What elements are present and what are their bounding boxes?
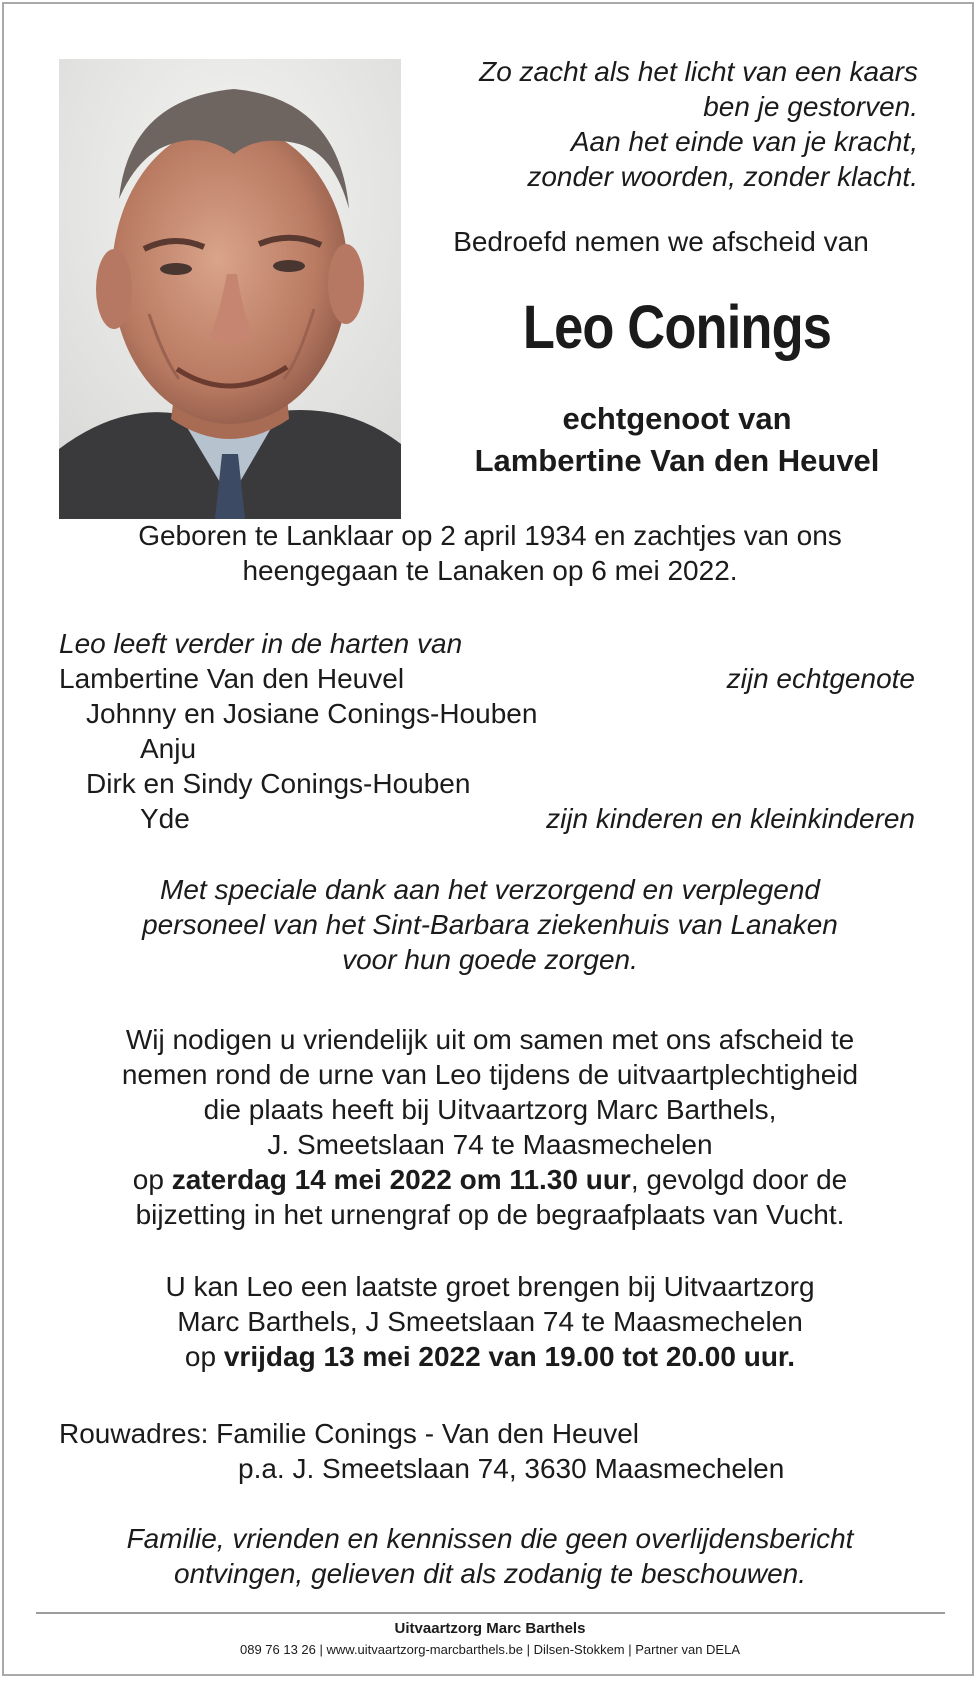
visitation-text [40, 1269, 940, 1374]
invitation-line: die plaats heeft bij Uitvaartzorg Marc Barthels, [203, 1094, 777, 1125]
invitation-line: bijzetting in het urnengraf op de begraafplaats van Vucht. [135, 1199, 845, 1230]
spouse-relation: echtgenoot van [562, 401, 792, 436]
footer-company: Uitvaartzorg Marc Barthels [394, 1620, 586, 1637]
thanks-line: personeel van het Sint-Barbara ziekenhuis van Lanaken [142, 909, 838, 940]
notice-line: Familie, vrienden en kennissen die geen overlijdensbericht [126, 1523, 854, 1554]
ceremony-date: zaterdag 14 mei 2022 om 11.30 uur [171, 1164, 631, 1195]
ceremony-date-prefix: op [132, 1164, 164, 1195]
intro-text: Bedroefd nemen we afscheid van [453, 226, 869, 257]
family-heading: Leo leeft verder in de harten van [59, 628, 463, 659]
birth-death-text [40, 518, 940, 588]
notice-text [40, 1521, 940, 1591]
poem-line: ben je gestorven. [703, 91, 918, 122]
family-member: Johnny en Josiane Conings-Houben [86, 698, 538, 729]
family-member: Anju [140, 733, 197, 764]
ceremony-date-suffix: , gevolgd door de [630, 1164, 848, 1195]
deceased-name: Leo Conings [522, 293, 832, 361]
family-row [59, 661, 915, 696]
family-row [59, 766, 915, 801]
spouse-name: Lambertine Van den Heuvel [474, 443, 880, 478]
poem-line: Aan het einde van je kracht, [570, 126, 918, 157]
poem-line: Zo zacht als het licht van een kaars [479, 56, 918, 87]
rouwadres-address: p.a. J. Smeetslaan 74, 3630 Maasmechelen [238, 1453, 785, 1484]
thanks-line: Met speciale dank aan het verzorgend en verplegend [160, 874, 820, 905]
rouwadres [59, 1416, 784, 1486]
family-row [59, 731, 915, 766]
thanks-text [40, 872, 940, 977]
family-member: Dirk en Sindy Conings-Houben [86, 768, 471, 799]
family-role: zijn kinderen en kleinkinderen [546, 803, 915, 834]
visitation-date: vrijdag 13 mei 2022 van 19.00 tot 20.00 uur. [223, 1341, 796, 1372]
footer-contact: 089 76 13 26 | www.uitvaartzorg-marcbarthels.be | Dilsen-Stokkem | Partner van DELA [239, 1642, 741, 1657]
visitation-date-line [40, 1339, 940, 1374]
invitation-line: J. Smeetslaan 74 te Maasmechelen [267, 1129, 713, 1160]
invitation-line: nemen rond de urne van Leo tijdens de uitvaartplechtigheid [121, 1059, 859, 1090]
family-member: Lambertine Van den Heuvel [59, 663, 405, 694]
death-line: heengegaan te Lanaken op 6 mei 2022. [242, 555, 738, 586]
poem-line: zonder woorden, zonder klacht. [527, 161, 918, 192]
family-member: Yde [140, 803, 190, 834]
family-list [59, 626, 915, 836]
rouwadres-line: Rouwadres: Familie Conings - Van den Heuvel [59, 1418, 639, 1449]
invitation-text [40, 1022, 940, 1232]
family-row [59, 696, 915, 731]
visitation-date-prefix: op [184, 1341, 217, 1372]
footer-divider [36, 1612, 945, 1614]
spouse-block [420, 398, 934, 482]
family-role: zijn echtgenote [726, 663, 915, 694]
ceremony-date-line [40, 1162, 940, 1197]
family-row [59, 801, 915, 836]
portrait-photo [59, 59, 401, 519]
birth-line: Geboren te Lanklaar op 2 april 1934 en zachtjes van ons [138, 520, 842, 551]
poem [420, 54, 918, 194]
visitation-line: U kan Leo een laatste groet brengen bij Uitvaartzorg [165, 1271, 815, 1302]
visitation-line: Marc Barthels, J Smeetslaan 74 te Maasmechelen [177, 1306, 803, 1337]
thanks-line: voor hun goede zorgen. [342, 944, 638, 975]
invitation-line: Wij nodigen u vriendelijk uit om samen met ons afscheid te [125, 1024, 855, 1055]
notice-line: ontvingen, gelieven dit als zodanig te beschouwen. [174, 1558, 806, 1589]
